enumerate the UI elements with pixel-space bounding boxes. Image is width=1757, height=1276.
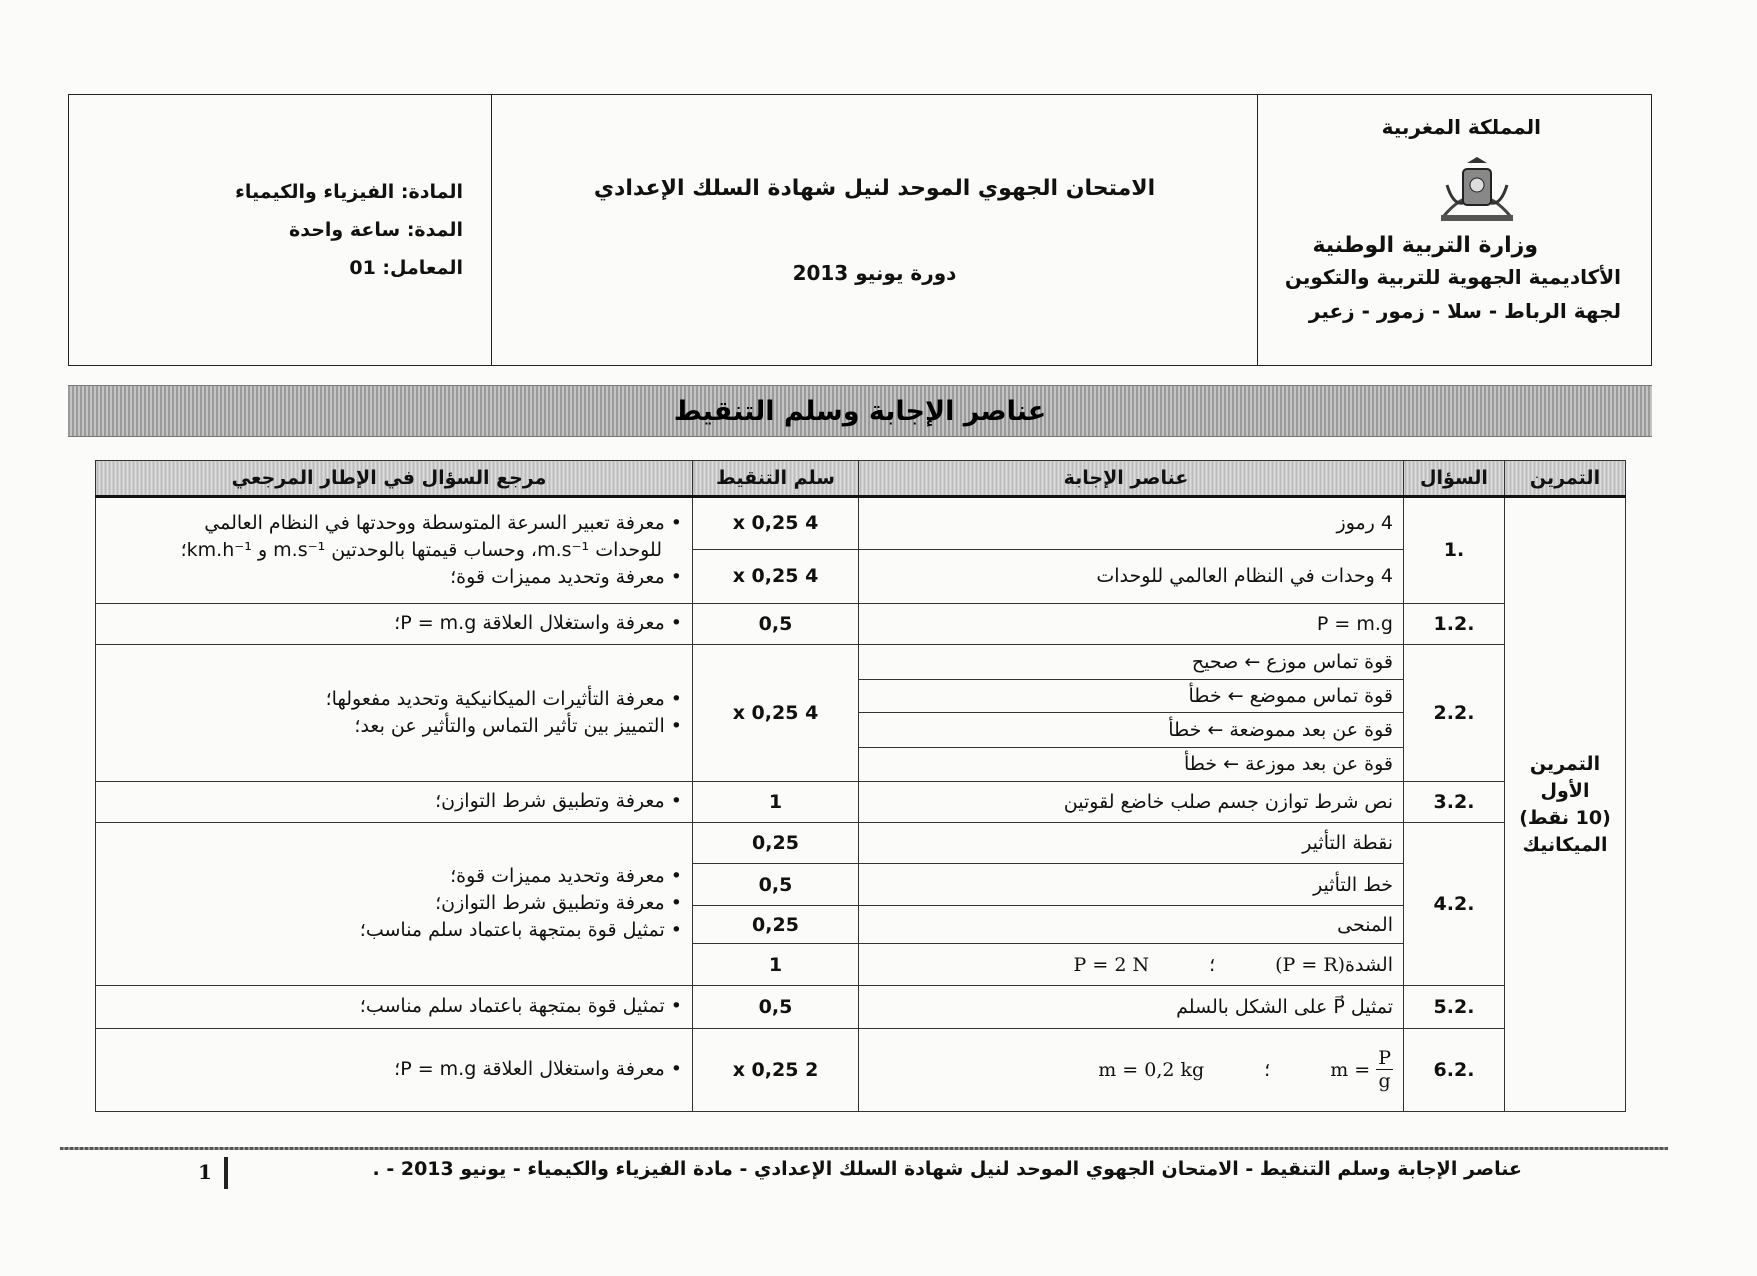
question-number: .2.2 bbox=[1404, 645, 1505, 782]
question-number: .3.2 bbox=[1404, 782, 1505, 823]
table-row bbox=[96, 497, 1626, 550]
answer-cell: قوة تماس موزع ← صحيح bbox=[859, 645, 1404, 680]
answer-cell: قوة عن بعد موزعة ← خطأ bbox=[859, 747, 1404, 782]
answer-cell: نص شرط توازن جسم صلب خاضع لقوتين bbox=[859, 782, 1404, 823]
subject-info: المادة: الفيزياء والكيمياء المدة: ساعة واحدة المعامل: 01 bbox=[69, 95, 492, 366]
answer-cell: 4 وحدات في النظام العالمي للوحدات bbox=[859, 549, 1404, 603]
footer-divider bbox=[60, 1147, 1668, 1150]
header-exercise: التمرين bbox=[1505, 461, 1626, 497]
score-cell: 0,5 bbox=[693, 864, 859, 906]
table-row bbox=[96, 822, 1626, 864]
header-answer: عناصر الإجابة bbox=[859, 461, 1404, 497]
score-cell: 0,5 bbox=[693, 986, 859, 1029]
banner-title: عناصر الإجابة وسلم التنقيط bbox=[673, 395, 1047, 427]
table-row bbox=[96, 1028, 1626, 1111]
score-cell: 4 x 0,25 bbox=[693, 497, 859, 550]
score-cell: 1 bbox=[693, 944, 859, 986]
question-number: .1 bbox=[1404, 497, 1505, 604]
question-number: .1.2 bbox=[1404, 603, 1505, 645]
question-number: .4.2 bbox=[1404, 822, 1505, 985]
answer-cell: m = $\frac{P}{g}$ ؛ m = 0,2 kg bbox=[859, 1028, 1404, 1111]
table-row bbox=[96, 782, 1626, 823]
score-cell: 4 x 0,25 bbox=[693, 645, 859, 782]
reference-cell: • معرفة واستغلال العلاقة P = m.g؛ bbox=[96, 603, 693, 645]
score-cell: 0,5 bbox=[693, 603, 859, 645]
reference-cell: • معرفة تعبير السرعة المتوسطة ووحدتها في النظام العالمي للوحدات m.s⁻¹، وحساب قيمتها بالوحدتين m.s⁻¹ و km.h⁻¹؛ • معرفة وتحديد مميزات قوة؛ bbox=[96, 497, 693, 604]
coat-of-arms-icon bbox=[1433, 155, 1521, 223]
table-header-row bbox=[96, 461, 1626, 497]
reference-cell: • معرفة التأثيرات الميكانيكية وتحديد مفعولها؛ • التمييز بين تأثير التماس والتأثير عن بعد؛ bbox=[96, 645, 693, 782]
answer-cell: نقطة التأثير bbox=[859, 822, 1404, 864]
section-banner bbox=[68, 385, 1652, 437]
header-table bbox=[68, 94, 1652, 366]
institution-cell bbox=[1258, 95, 1652, 366]
answer-cell: قوة تماس مموضع ← خطأ bbox=[859, 679, 1404, 712]
answer-cell: خط التأثير bbox=[859, 864, 1404, 906]
academy-name: الأكاديمية الجهوية للتربية والتكوين bbox=[1284, 265, 1621, 289]
exam-title: الامتحان الجهوي الموحد لنيل شهادة السلك الإعدادي bbox=[593, 175, 1156, 201]
reference-cell: • معرفة واستغلال العلاقة P = m.g؛ bbox=[96, 1028, 693, 1111]
answer-cell: تمثيل P⃗ على الشكل بالسلم bbox=[859, 986, 1404, 1029]
reference-cell: • معرفة وتحديد مميزات قوة؛ • معرفة وتطبيق شرط التوازن؛ • تمثيل قوة بمتجهة باعتماد سلم مناسب؛ bbox=[96, 822, 693, 985]
page-number-bar bbox=[224, 1157, 228, 1189]
header-score: سلم التنقيط bbox=[693, 461, 859, 497]
question-number: .6.2 bbox=[1404, 1028, 1505, 1111]
grading-table bbox=[95, 460, 1626, 1112]
score-cell: 2 x 0,25 bbox=[693, 1028, 859, 1111]
table-row bbox=[96, 645, 1626, 680]
header-question: السؤال bbox=[1404, 461, 1505, 497]
exercise-label: التمرين الأول (10 نقط) الميكانيك bbox=[1505, 497, 1626, 1112]
answer-cell: المنحى bbox=[859, 905, 1404, 944]
exam-session: دورة يونيو 2013 bbox=[792, 260, 957, 285]
table-row bbox=[96, 986, 1626, 1029]
table-row bbox=[96, 603, 1626, 645]
page-number: 1 bbox=[198, 1160, 212, 1184]
answer-cell: قوة عن بعد مموضعة ← خطأ bbox=[859, 713, 1404, 748]
reference-cell: • معرفة وتطبيق شرط التوازن؛ bbox=[96, 782, 693, 823]
score-cell: 1 bbox=[693, 782, 859, 823]
score-cell: 4 x 0,25 bbox=[693, 549, 859, 603]
region-name: لجهة الرباط - سلا - زمور - زعير bbox=[1308, 299, 1621, 323]
score-cell: 0,25 bbox=[693, 822, 859, 864]
question-number: .5.2 bbox=[1404, 986, 1505, 1029]
reference-cell: • تمثيل قوة بمتجهة باعتماد سلم مناسب؛ bbox=[96, 986, 693, 1029]
answer-cell: 4 رموز bbox=[859, 497, 1404, 550]
exam-title-cell bbox=[492, 95, 1258, 366]
answer-cell: P = m.g bbox=[859, 603, 1404, 645]
answer-cell: الشدة(P = R) ؛ P = 2 N bbox=[859, 944, 1404, 986]
ministry-name: وزارة التربية الوطنية bbox=[1312, 233, 1538, 258]
header-reference: مرجع السؤال في الإطار المرجعي bbox=[96, 461, 693, 497]
kingdom-name: المملكة المغربية bbox=[1381, 115, 1541, 139]
footer-text: عناصر الإجابة وسلم التنقيط - الامتحان الجهوي الموحد لنيل شهادة السلك الإعدادي - مادة الفيزياء والكيمياء - يونيو 2013 - . bbox=[372, 1158, 1522, 1180]
score-cell: 0,25 bbox=[693, 905, 859, 944]
